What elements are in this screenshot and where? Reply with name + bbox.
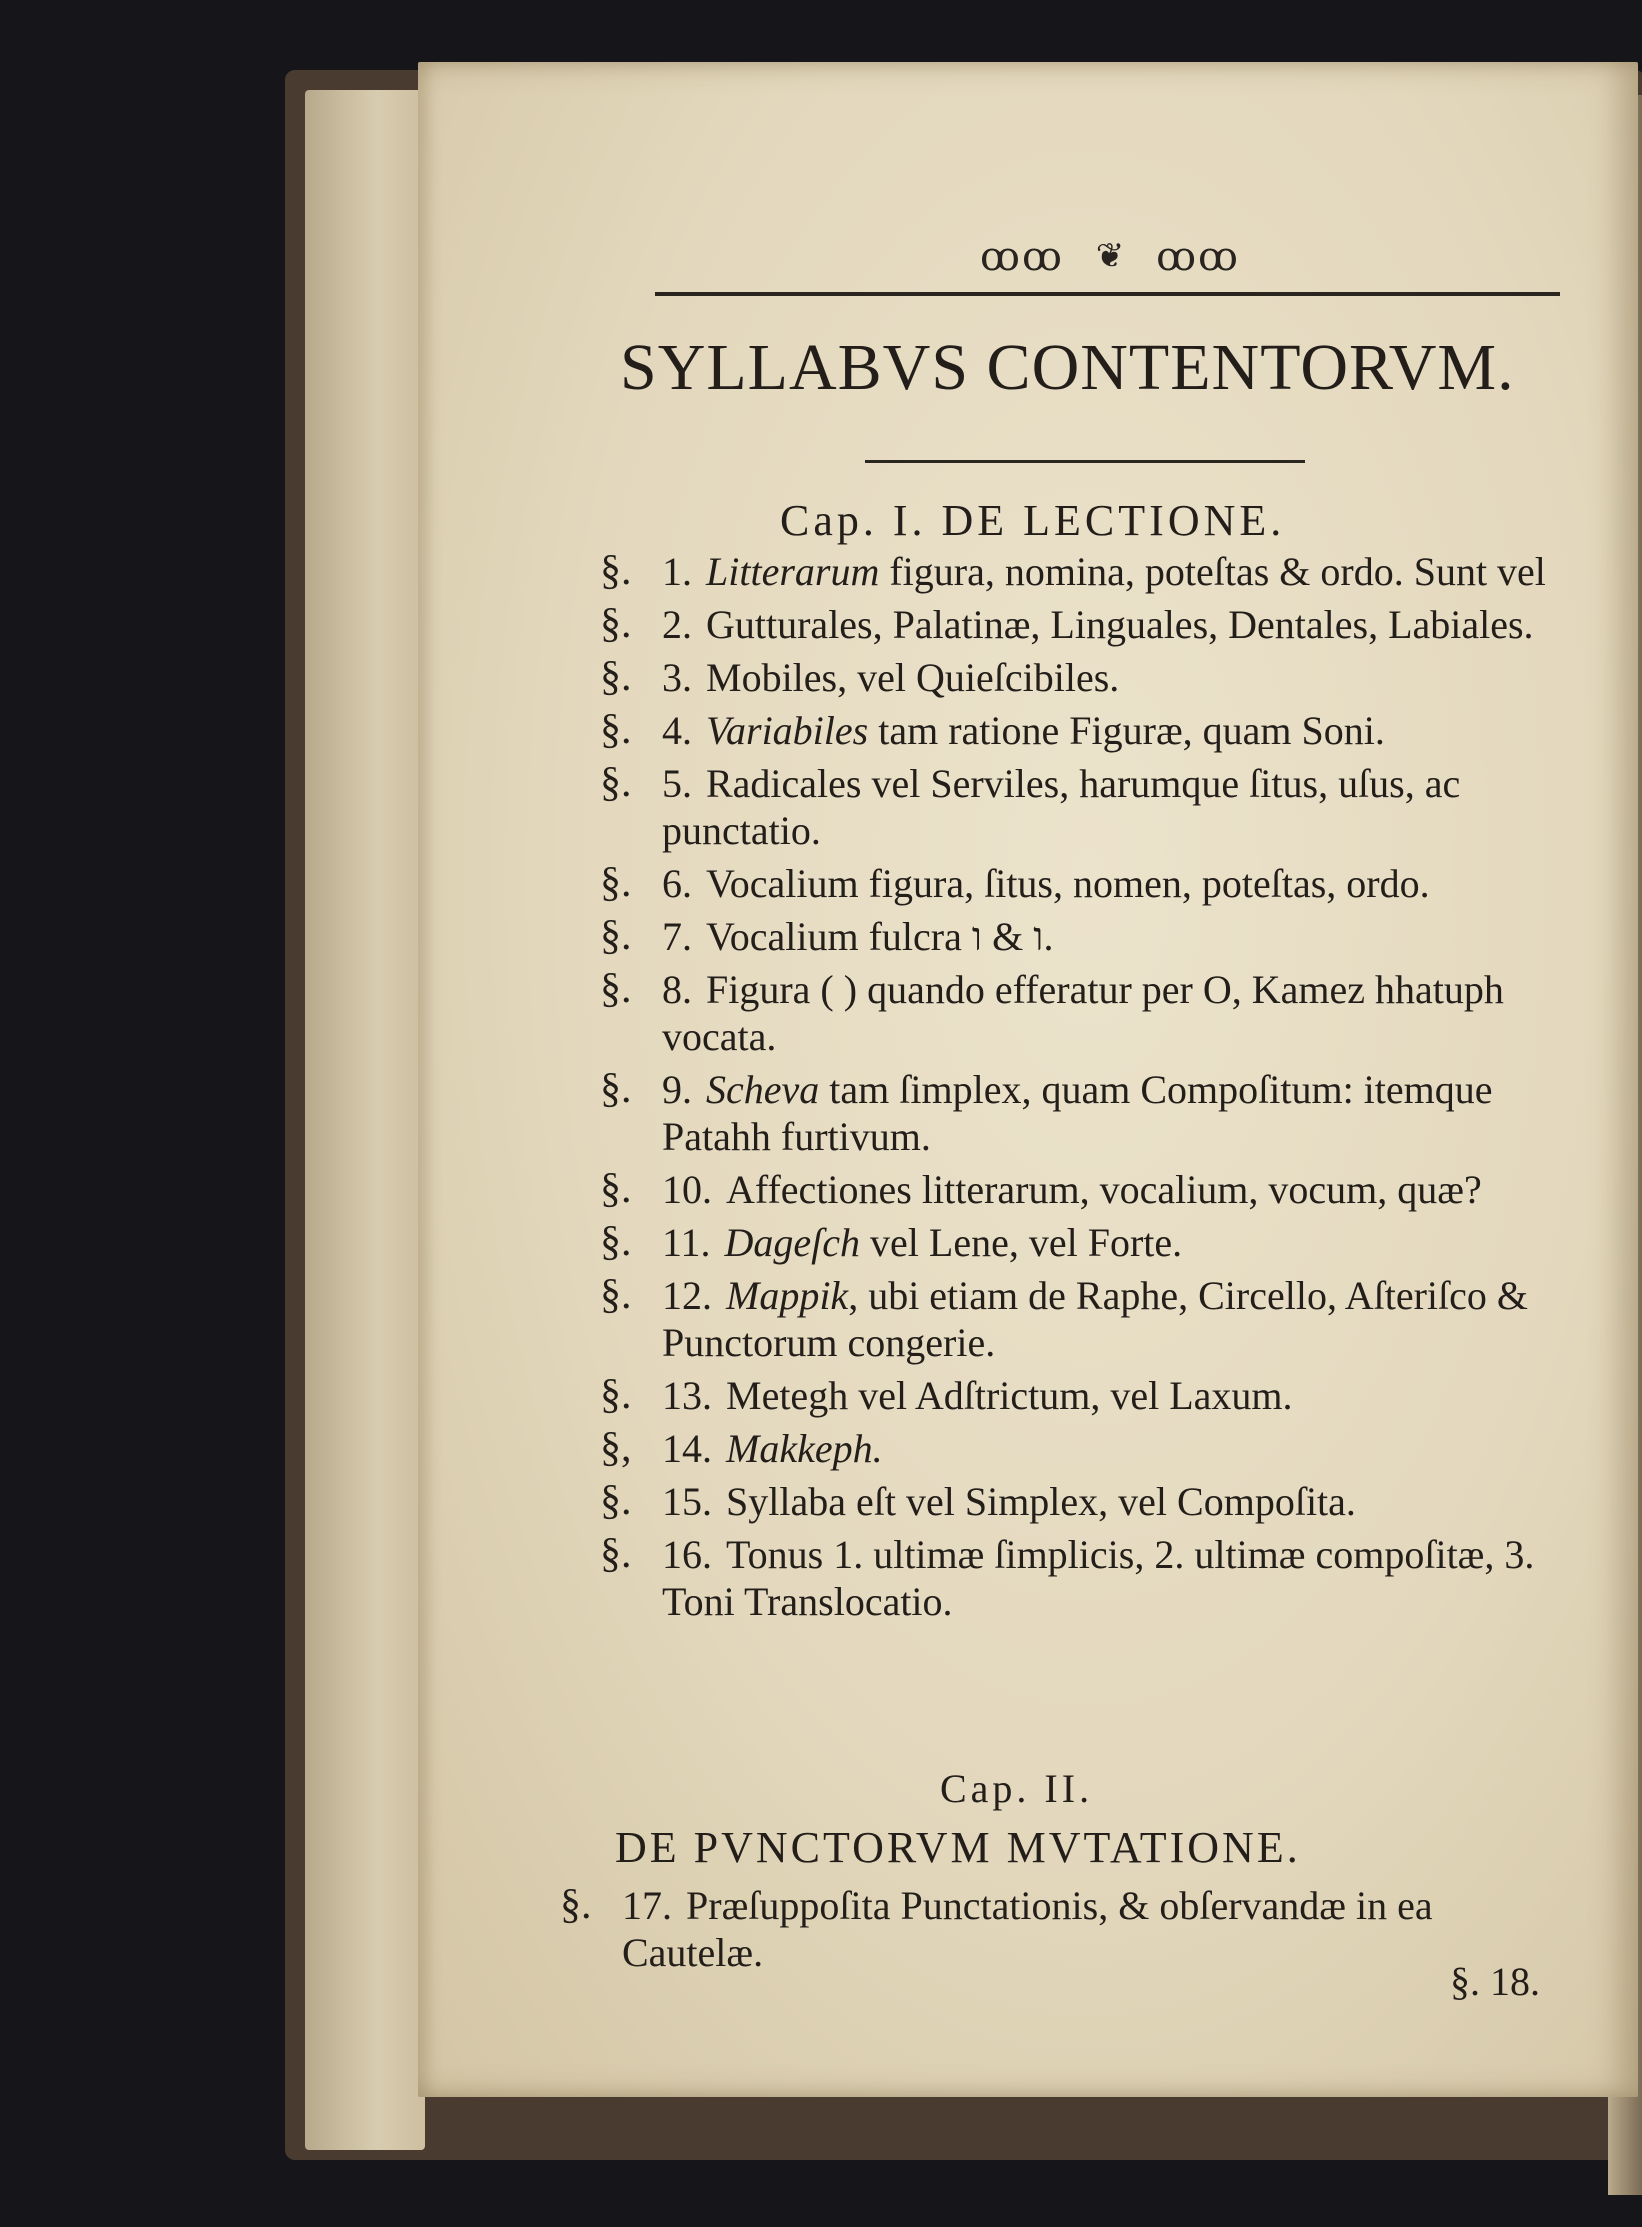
- title-rule: [865, 460, 1305, 463]
- entry-number: 3.: [662, 655, 692, 700]
- section-sign: §.: [600, 707, 632, 753]
- section-sign: §.: [600, 1272, 632, 1318]
- toc-entry: [600, 1425, 1550, 1472]
- section-sign: §.: [560, 1882, 592, 1928]
- section-sign: §.: [600, 860, 632, 906]
- toc-entry: [600, 913, 1550, 960]
- toc-entry: [600, 654, 1550, 701]
- entry-number: 8.: [662, 967, 692, 1012]
- entry-text: Vocalium fulcra ו & ו.: [706, 914, 1054, 959]
- entry-italic: Scheva: [706, 1067, 820, 1112]
- ornament-left: ꝏꝏ: [980, 233, 1064, 279]
- toc-entry: [600, 601, 1550, 648]
- section-sign: §,: [600, 1425, 632, 1471]
- toc-entry: [600, 1531, 1550, 1625]
- toc-entry: [600, 548, 1550, 595]
- entry-number: 14.: [662, 1426, 712, 1471]
- section-sign: §.: [600, 654, 632, 700]
- toc-entry: [600, 1066, 1550, 1160]
- entry-italic: Makkeph.: [726, 1426, 883, 1471]
- entry-italic: Litterarum: [706, 549, 880, 594]
- chapter-2-title: DE PVNCTORVM MVTATIONE.: [615, 1823, 1301, 1872]
- top-rule: [655, 292, 1560, 296]
- entry-text: Tonus 1. ultimæ ſimplicis, 2. ultimæ compoſitæ, 3. Toni Translocatio.: [662, 1532, 1535, 1624]
- toc-entry: [600, 1372, 1550, 1419]
- section-sign: §.: [600, 1166, 632, 1212]
- section-sign: §.: [600, 1531, 632, 1577]
- entry-number: 11.: [662, 1220, 711, 1265]
- headpiece-ornament: [980, 228, 1240, 284]
- section-sign: §.: [600, 760, 632, 806]
- entry-text: Gutturales, Palatinæ, Linguales, Dentales, Labiales.: [706, 602, 1534, 647]
- entry-number: 15.: [662, 1479, 712, 1524]
- entry-number: 9.: [662, 1067, 692, 1112]
- entry-number: 6.: [662, 861, 692, 906]
- entry-text: vel Lene, vel Forte.: [860, 1220, 1183, 1265]
- entry-text: Vocalium figura, ſitus, nomen, poteſtas, ordo.: [706, 861, 1430, 906]
- toc-entry: [600, 707, 1550, 754]
- page-stack: [305, 90, 425, 2150]
- entry-number: 17.: [622, 1883, 672, 1928]
- ornament-middle: ❦: [1095, 238, 1125, 275]
- entry-number: 16.: [662, 1532, 712, 1577]
- entry-number: 1.: [662, 549, 692, 594]
- chapter-1-entries: [600, 548, 1550, 1631]
- section-sign: §.: [600, 548, 632, 594]
- section-sign: §.: [600, 913, 632, 959]
- entry-italic: Mappik: [726, 1273, 849, 1318]
- toc-entry: [600, 1478, 1550, 1525]
- entry-number: 4.: [662, 708, 692, 753]
- entry-italic: Dageſch: [724, 1220, 861, 1265]
- entry-number: 12.: [662, 1273, 712, 1318]
- toc-entry: [600, 860, 1550, 907]
- entry-text: , ubi etiam de Raphe, Circello, Aſteriſco & Punctorum congerie.: [662, 1273, 1529, 1365]
- chapter-1-heading: Cap. I. DE LECTIONE.: [780, 496, 1286, 545]
- section-sign: §.: [600, 601, 632, 647]
- toc-entry: [600, 760, 1550, 854]
- catchword: §. 18.: [1450, 1959, 1540, 2004]
- entry-text: Syllaba eſt vel Simplex, vel Compoſita.: [726, 1479, 1356, 1524]
- entry-text: Radicales vel Serviles, harumque ſitus, uſus, ac punctatio.: [662, 761, 1461, 853]
- section-sign: §.: [600, 1066, 632, 1112]
- entry-number: 7.: [662, 914, 692, 959]
- toc-entry: [600, 1272, 1550, 1366]
- section-sign: §.: [600, 1372, 632, 1418]
- entry-text: tam ratione Figuræ, quam Soni.: [868, 708, 1385, 753]
- toc-entry: [600, 966, 1550, 1060]
- entry-number: 2.: [662, 602, 692, 647]
- entry-text: Affectiones litterarum, vocalium, vocum, quæ?: [726, 1167, 1482, 1212]
- page-title: SYLLABVS CONTENTORVM.: [620, 331, 1515, 404]
- entry-text: tam ſimplex, quam Compoſitum: itemque Patahh furtivum.: [662, 1067, 1493, 1159]
- section-sign: §.: [600, 966, 632, 1012]
- entry-text: Metegh vel Adſtrictum, vel Laxum.: [726, 1373, 1293, 1418]
- entry-text: Præſuppoſita Punctationis, & obſervandæ in ea Cautelæ.: [622, 1883, 1433, 1975]
- entry-number: 5.: [662, 761, 692, 806]
- entry-text: figura, nomina, poteſtas & ordo. Sunt vel: [879, 549, 1546, 594]
- section-sign: §.: [600, 1478, 632, 1524]
- entry-text: Mobiles, vel Quieſcibiles.: [706, 655, 1120, 700]
- entry-italic: Variabiles: [706, 708, 869, 753]
- entry-text: Figura ( ) quando efferatur per O, Kamez hhatuph vocata.: [662, 967, 1504, 1059]
- entry-number: 13.: [662, 1373, 712, 1418]
- chapter-2-heading: Cap. II.: [940, 1766, 1094, 1811]
- toc-entry: [600, 1219, 1550, 1266]
- toc-entry: [600, 1166, 1550, 1213]
- entry-number: 10.: [662, 1167, 712, 1212]
- ornament-right: ꝏꝏ: [1156, 233, 1240, 279]
- section-sign: §.: [600, 1219, 632, 1265]
